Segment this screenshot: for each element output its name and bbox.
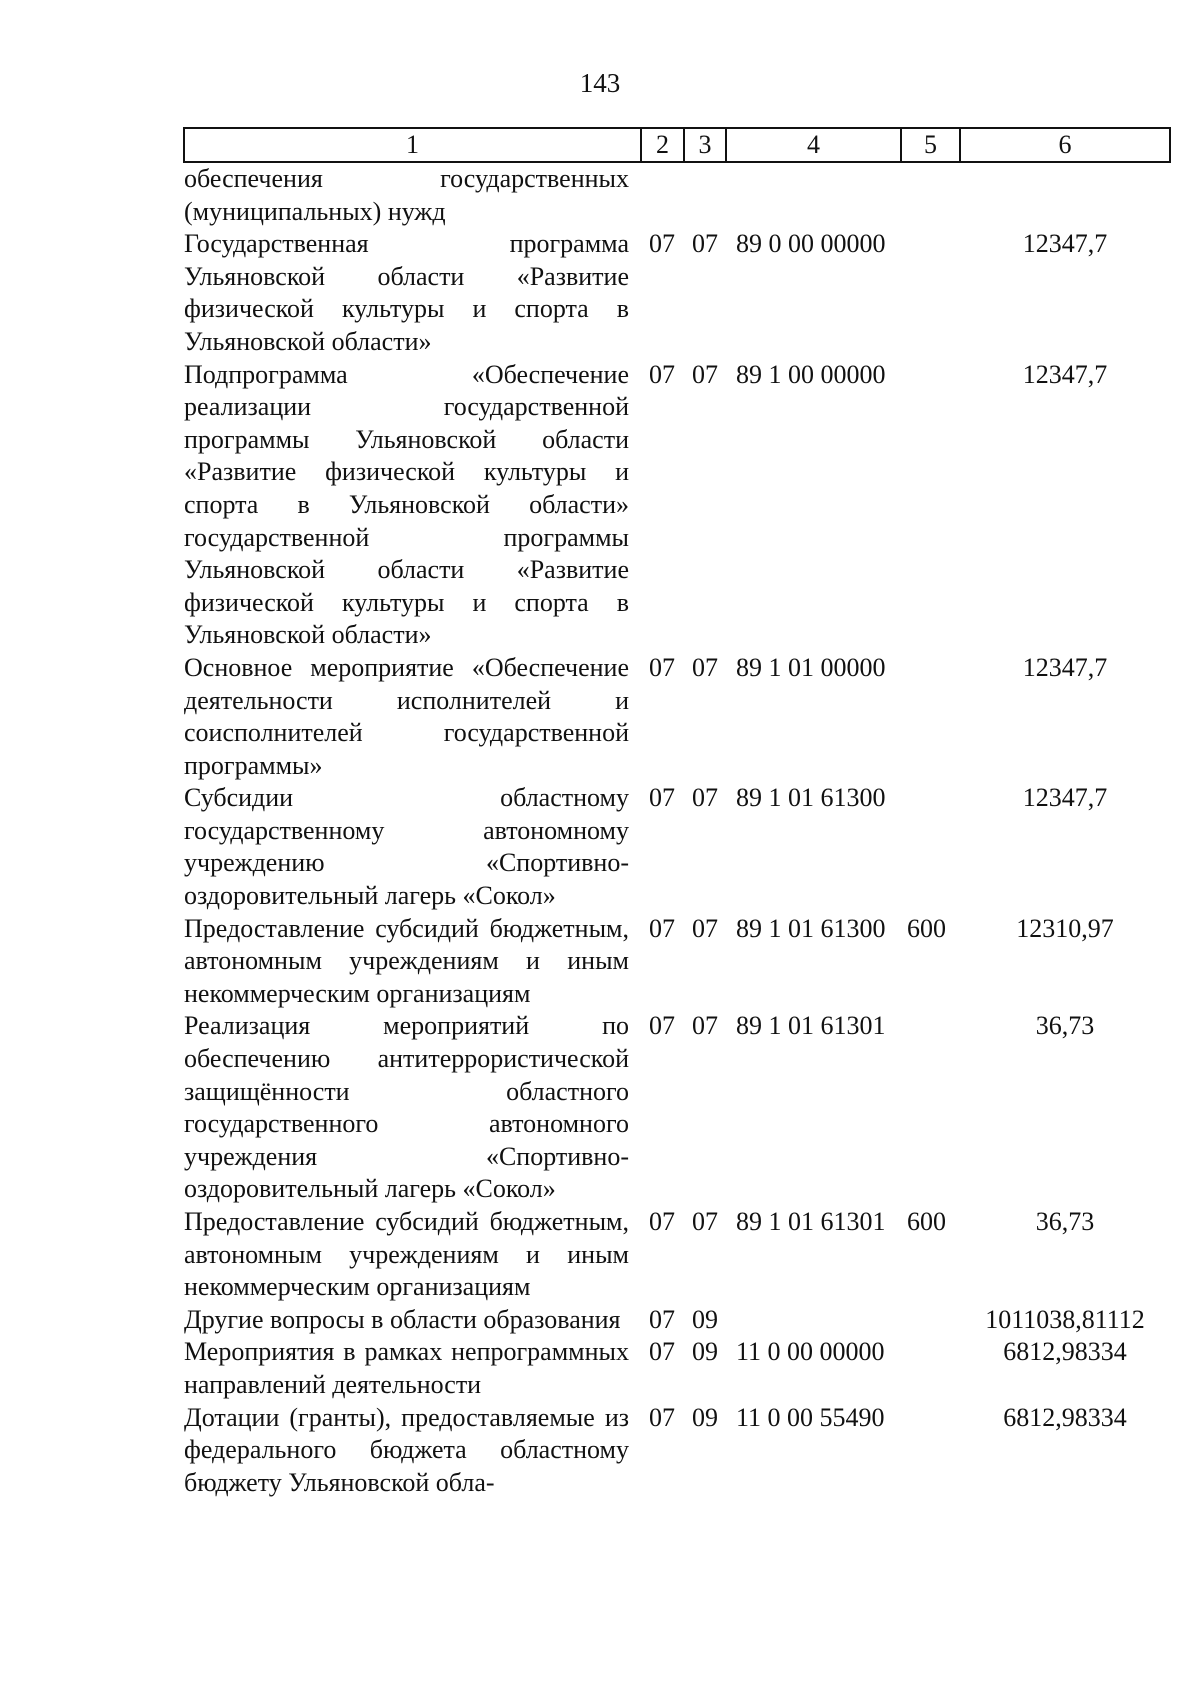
row-vr <box>901 1336 960 1401</box>
row-rz <box>641 162 684 228</box>
row-csr: 11 0 00 55490 <box>736 1402 885 1432</box>
row-vr <box>901 162 960 228</box>
row-pr: 07 <box>692 652 718 682</box>
row-name: Основное мероприятие «Обеспечение деятельности исполнителей и соисполнителей государственной программы» <box>184 652 629 780</box>
row-sum: 6812,98334 <box>1003 1337 1127 1367</box>
header-cell-1: 1 <box>184 128 641 162</box>
row-vr <box>901 652 960 782</box>
row-vr <box>901 1304 960 1337</box>
row-rz: 07 <box>649 1207 675 1236</box>
row-sum: 36,73 <box>1035 1207 1095 1236</box>
table-row <box>184 162 1170 228</box>
row-name: Реализация мероприятий по обеспечению антитеррористической защищённости областного государственного автономного учреждения «Спортивно-оздоровительный лагерь «Сокол» <box>184 1011 629 1204</box>
row-sum: 12347,7 <box>1022 652 1108 682</box>
row-vr <box>901 228 960 358</box>
row-pr: 09 <box>692 1402 718 1432</box>
row-rz: 07 <box>649 359 675 389</box>
table-row <box>184 1206 1170 1304</box>
row-pr: 09 <box>692 1304 718 1334</box>
row-rz: 07 <box>649 652 675 682</box>
row-rz: 07 <box>649 783 675 813</box>
row-vr: 600 <box>907 1207 946 1236</box>
row-rz: 07 <box>649 1402 675 1432</box>
row-rz: 07 <box>649 1337 675 1367</box>
row-csr: 11 0 00 00000 <box>736 1337 885 1367</box>
row-csr: 89 1 01 61301 <box>736 1011 886 1041</box>
row-rz: 07 <box>649 1304 675 1334</box>
row-name: Мероприятия в рамках непрограммных направлений деятельности <box>184 1337 629 1399</box>
row-csr: 89 1 01 61300 <box>736 783 886 813</box>
row-rz: 07 <box>649 1011 675 1041</box>
header-cell-6: 6 <box>960 128 1170 162</box>
table-row <box>184 782 1170 912</box>
row-sum <box>960 162 1170 228</box>
row-csr: 89 1 00 00000 <box>736 359 886 389</box>
row-csr: 89 1 01 61301 <box>736 1207 886 1236</box>
table-row <box>184 1304 1170 1337</box>
table-row <box>184 652 1170 782</box>
table-row <box>184 1010 1170 1206</box>
row-name: обеспечения государственных (муниципальных) нужд <box>184 164 629 226</box>
table-row <box>184 228 1170 358</box>
row-name: Дотации (гранты), предоставляемые из федерального бюджета областному бюджету Ульяновской обла- <box>184 1402 629 1497</box>
row-name: Государственная программа Ульяновской области «Развитие физической культуры и спорта в Ульяновской области» <box>184 229 629 356</box>
row-sum: 12347,7 <box>1022 783 1108 813</box>
row-name: Подпрограмма «Обеспечение реализации государственной программы Ульяновской области «Развитие физической культуры и спорта в Ульяновской области» государственной программы Ульяновской области «Развитие физической культуры и спорта в Ульяновской области» <box>184 359 629 650</box>
row-csr: 89 0 00 00000 <box>736 229 886 259</box>
table-row <box>184 359 1170 652</box>
row-name: Предоставление субсидий бюджетным, автономным учреждениям и иным некоммерческим организациям <box>184 913 629 1008</box>
row-sum: 36,73 <box>1035 1011 1095 1041</box>
table-header <box>184 128 1170 162</box>
row-vr <box>901 1402 960 1500</box>
row-name: Другие вопросы в области образования <box>184 1304 621 1334</box>
row-csr <box>726 162 901 228</box>
row-csr: 89 1 01 00000 <box>736 652 886 682</box>
row-sum: 12347,7 <box>1022 229 1108 259</box>
row-name: Субсидии областному государственному автономному учреждению «Спортивно-оздоровительный лагерь «Сокол» <box>184 783 629 911</box>
row-pr <box>684 162 726 228</box>
row-sum: 12347,7 <box>1022 359 1108 389</box>
row-rz: 07 <box>649 229 675 259</box>
table-body <box>184 162 1170 1499</box>
header-cell-4: 4 <box>726 128 901 162</box>
table-row <box>184 1402 1170 1500</box>
row-pr: 07 <box>692 1011 718 1041</box>
row-rz: 07 <box>649 913 675 943</box>
page-number: 143 <box>579 68 621 98</box>
row-pr: 07 <box>692 359 718 389</box>
row-csr: 89 1 01 61300 <box>736 913 886 943</box>
header-cell-5: 5 <box>901 128 960 162</box>
row-pr: 07 <box>692 229 718 259</box>
row-name: Предоставление субсидий бюджетным, автономным учреждениям и иным некоммерческим организациям <box>184 1207 629 1302</box>
row-vr <box>901 359 960 652</box>
table-row <box>184 913 1170 1011</box>
header-row <box>184 128 1170 162</box>
row-pr: 07 <box>692 913 718 943</box>
header-cell-2: 2 <box>641 128 684 162</box>
row-vr: 600 <box>907 913 946 943</box>
row-vr <box>901 1010 960 1206</box>
row-pr: 09 <box>692 1337 718 1367</box>
row-vr <box>901 782 960 912</box>
header-cell-3: 3 <box>684 128 726 162</box>
row-sum: 1011038,81112 <box>985 1304 1145 1334</box>
table-row <box>184 1336 1170 1401</box>
row-pr: 07 <box>692 1207 718 1236</box>
budget-table <box>183 127 1171 1499</box>
row-csr <box>726 1304 901 1337</box>
row-pr: 07 <box>692 783 718 813</box>
row-sum: 12310,97 <box>1016 913 1114 943</box>
row-sum: 6812,98334 <box>1003 1402 1127 1432</box>
